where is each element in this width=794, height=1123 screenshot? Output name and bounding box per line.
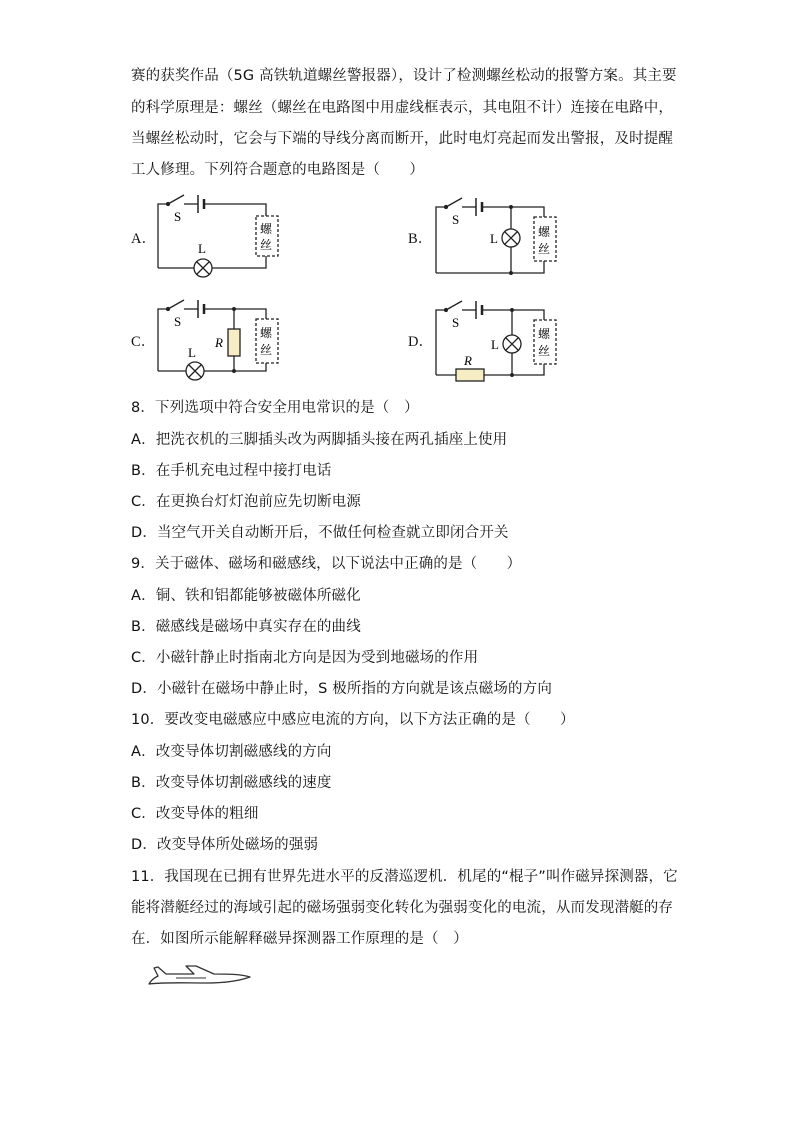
screw-label-bottom: 丝 bbox=[538, 242, 551, 256]
q10-option-b: B．改变导体切割磁感线的速度 bbox=[131, 775, 332, 791]
switch-label: S bbox=[452, 212, 460, 227]
q9-option-d: D．小磁针在磁场中静止时，S 极所指的方向就是该点磁场的方向 bbox=[131, 681, 552, 697]
q11-line-3: 在．如图所示能解释磁异探测器工作原理的是（ ） bbox=[131, 931, 468, 947]
resistor-label: R bbox=[215, 335, 223, 350]
screw-label-top: 螺 bbox=[260, 326, 273, 340]
screw-label-bottom: 丝 bbox=[260, 343, 273, 357]
q10-stem: 10．要改变电磁感应中感应电流的方向，以下方法正确的是（ ） bbox=[131, 712, 575, 728]
q7-line-4: 工人修理。下列符合题意的电路图是（ ） bbox=[131, 162, 424, 178]
switch-blade-icon bbox=[446, 301, 462, 310]
lamp-label: L bbox=[491, 337, 499, 352]
q9-stem: 9．关于磁体、磁场和磁感线，以下说法中正确的是（ ） bbox=[131, 556, 522, 572]
screw-label-top: 螺 bbox=[538, 327, 551, 341]
screw-label-top: 螺 bbox=[538, 225, 551, 239]
wire bbox=[158, 204, 168, 268]
q7-line-1: 赛的获奖作品（5G 高铁轨道螺丝警报器），设计了检测螺丝松动的报警方案。其主要 bbox=[131, 68, 677, 84]
q10-option-a: A．改变导体切割磁感线的方向 bbox=[131, 744, 332, 760]
switch-label: S bbox=[452, 315, 460, 330]
q11-line-2: 能将潜艇经过的海域引起的磁场强弱变化转化为强弱变化的电流，从而发现潜艇的存 bbox=[131, 900, 674, 916]
screw-label-bottom: 丝 bbox=[538, 344, 551, 358]
q10-option-c: C．改变导体的粗细 bbox=[131, 806, 259, 822]
q10-option-d: D．改变导体所处磁场的强弱 bbox=[131, 837, 319, 853]
q8-option-c: C．在更换台灯灯泡前应先切断电源 bbox=[131, 494, 362, 510]
q8-option-a: A．把洗衣机的三脚插头改为两脚插头接在两孔插座上使用 bbox=[131, 432, 508, 448]
screw-label-bottom: 丝 bbox=[260, 238, 273, 252]
q7-line-2: 的科学原理是：螺丝（螺丝在电路图中用虚线框表示，其电阻不计）连接在电路中， bbox=[131, 100, 674, 116]
q7-option-d-label: D． bbox=[408, 334, 434, 350]
q8-option-d: D．当空气开关自动断开后，不做任何检查就立即闭合开关 bbox=[131, 525, 509, 541]
switch-blade-icon bbox=[168, 195, 184, 204]
resistor-label: R bbox=[464, 353, 472, 368]
screw-label-top: 螺 bbox=[260, 222, 273, 236]
q7-option-c-label: C． bbox=[131, 334, 156, 350]
circuit-diagram-a bbox=[150, 190, 290, 280]
lamp-label: L bbox=[490, 231, 498, 246]
resistor-icon bbox=[228, 329, 240, 356]
q9-option-b: B．磁感线是磁场中真实存在的曲线 bbox=[131, 619, 361, 635]
q7-option-b-label: B． bbox=[408, 231, 433, 247]
lamp-label: L bbox=[188, 345, 196, 360]
circuit-diagram-b bbox=[428, 193, 568, 283]
q8-stem: 8．下列选项中符合安全用电常识的是（ ） bbox=[131, 400, 419, 416]
lamp-label: L bbox=[198, 241, 206, 256]
resistor-icon bbox=[456, 369, 484, 381]
q8-option-b: B．在手机充电过程中接打电话 bbox=[131, 463, 332, 479]
patrol-plane-sketch-icon bbox=[146, 962, 256, 992]
switch-blade-icon bbox=[446, 198, 462, 207]
switch-label: S bbox=[174, 314, 182, 329]
q9-option-c: C．小磁针静止时指南北方向是因为受到地磁场的作用 bbox=[131, 650, 479, 666]
circuit-diagram-c bbox=[150, 295, 290, 385]
q7-option-a-label: A． bbox=[131, 231, 157, 247]
switch-label: S bbox=[174, 209, 182, 224]
q7-line-3: 当螺丝松动时，它会与下端的导线分离而断开，此时电灯亮起而发出警报，及时提醒 bbox=[131, 131, 674, 147]
q11-line-1: 11．我国现在已拥有世界先进水平的反潜巡逻机．机尾的“棍子”叫作磁异探测器，它 bbox=[131, 869, 678, 885]
switch-blade-icon bbox=[168, 300, 184, 309]
q9-option-a: A．铜、铁和铝都能够被磁体所磁化 bbox=[131, 588, 361, 604]
circuit-diagram-d bbox=[428, 296, 568, 386]
